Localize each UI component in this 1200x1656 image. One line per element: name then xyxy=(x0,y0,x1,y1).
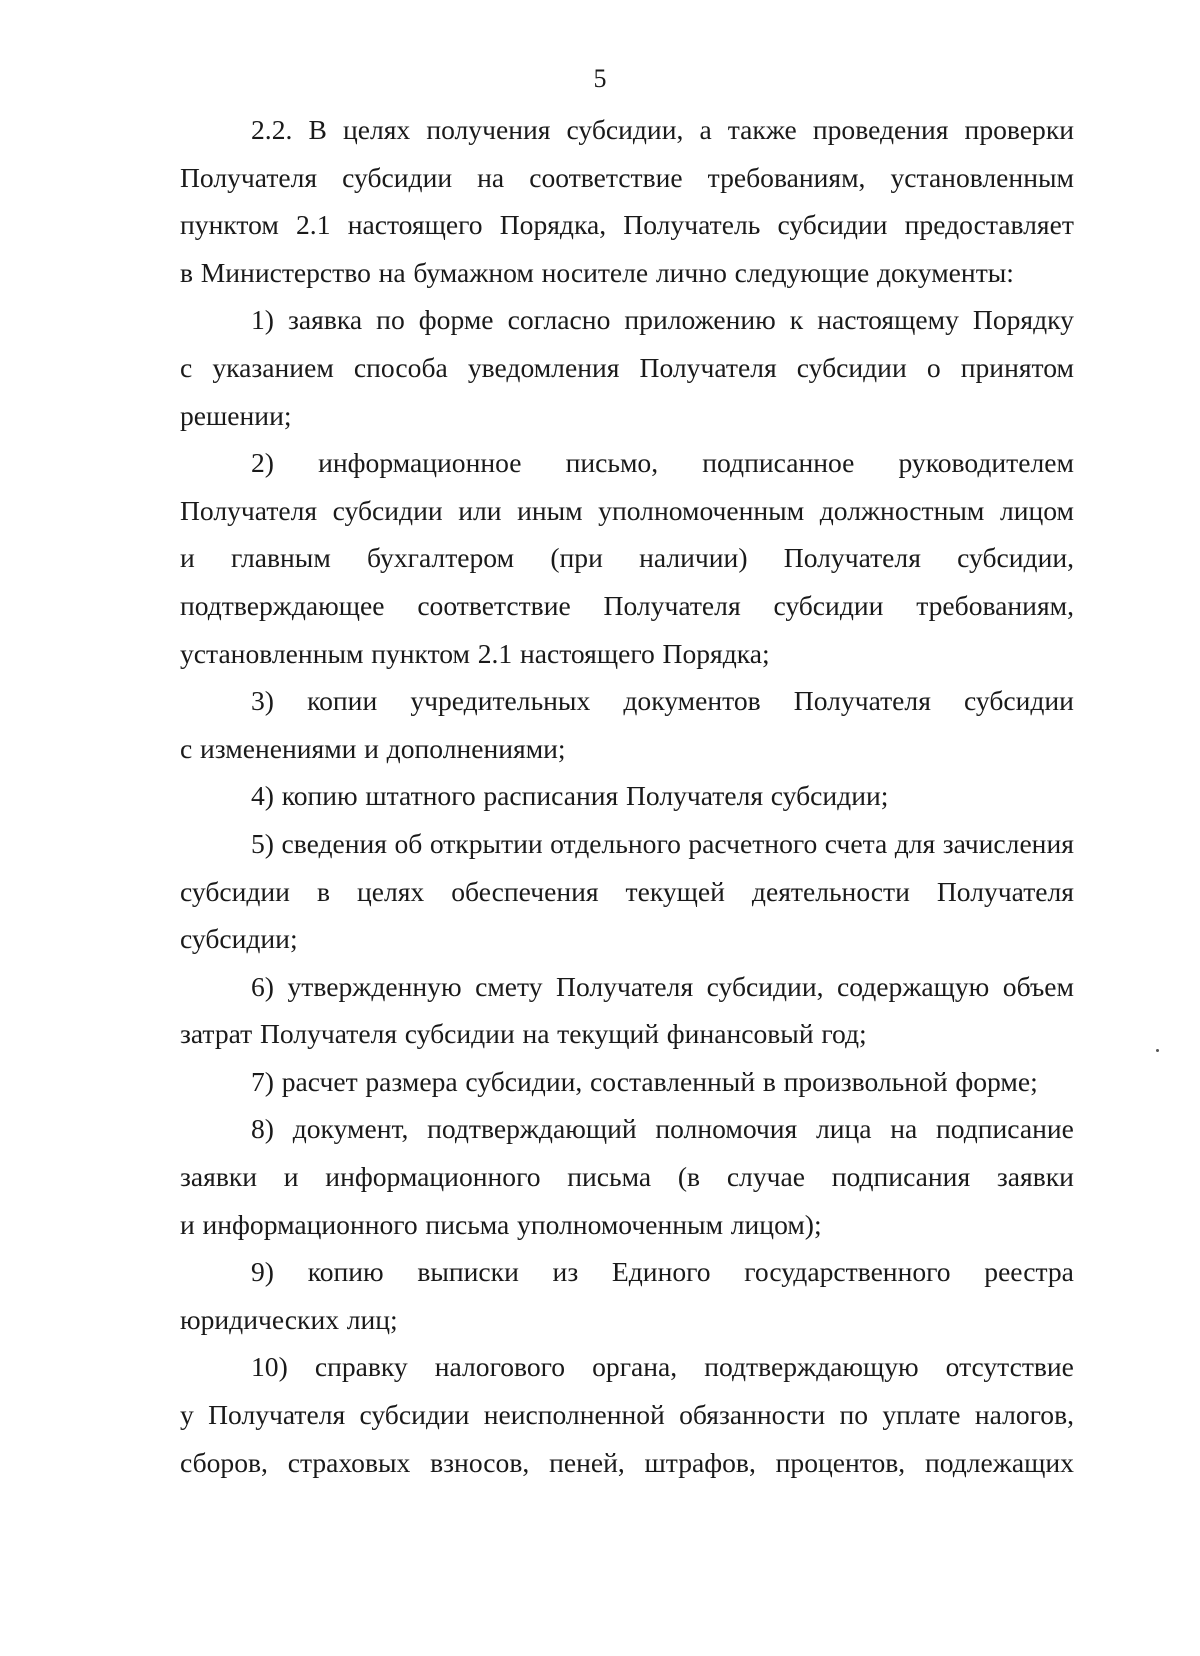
paragraph xyxy=(180,677,1074,772)
text-line: субсидии; xyxy=(180,923,298,955)
text-line: подтверждающее соответствие Получателя субсидии требованиям, xyxy=(180,589,1074,621)
text-line: 3) копии учредительных документов Получателя субсидии xyxy=(251,685,1074,717)
text-line: 2.2. В целях получения субсидии, а также проведения проверки xyxy=(251,114,1074,145)
paragraph xyxy=(180,1058,1074,1106)
text-line: и главным бухгалтером (при наличии) Получателя субсидии, xyxy=(180,542,1074,574)
paragraph xyxy=(180,1248,1074,1343)
text-line: и информационного письма уполномоченным лицом); xyxy=(180,1208,822,1240)
text-line: 1) заявка по форме согласно приложению к настоящему Порядку xyxy=(251,304,1074,336)
text-line: у Получателя субсидии неисполненной обязанности по уплате налогов, xyxy=(180,1399,1074,1431)
text-line: решении; xyxy=(180,399,292,431)
paragraph xyxy=(180,439,1074,677)
text-line: 8) документ, подтверждающий полномочия лица на подписание xyxy=(251,1113,1074,1145)
paragraph xyxy=(180,1343,1074,1486)
text-line: 10) справку налогового органа, подтверждающую отсутствие xyxy=(251,1351,1074,1383)
text-line: 4) копию штатного расписания Получателя субсидии; xyxy=(251,780,889,812)
text-line: 2) информационное письмо, подписанное руководителем xyxy=(251,447,1074,479)
text-line: субсидии в целях обеспечения текущей деятельности Получателя xyxy=(180,875,1074,907)
text-line: Получателя субсидии или иным уполномоченным должностным лицом xyxy=(180,494,1074,526)
text-line: затрат Получателя субсидии на текущий финансовый год; xyxy=(180,1018,867,1050)
paragraph xyxy=(180,820,1074,963)
paragraph xyxy=(180,963,1074,1058)
text-line: в Министерство на бумажном носителе лично следующие документы: xyxy=(180,256,1014,288)
page-number: 5 xyxy=(593,64,607,93)
text-line: установленным пунктом 2.1 настоящего Порядка; xyxy=(180,637,770,669)
text-line: Получателя субсидии на соответствие требованиям, установленным xyxy=(180,161,1074,193)
document-body xyxy=(180,106,1074,1486)
scan-speck xyxy=(1156,1049,1159,1052)
text-line: с изменениями и дополнениями; xyxy=(180,732,566,764)
text-line: с указанием способа уведомления Получателя субсидии о принятом xyxy=(180,351,1074,383)
paragraph xyxy=(180,106,1074,296)
text-line: 9) копию выписки из Единого государственного реестра xyxy=(251,1256,1074,1288)
paragraph xyxy=(180,772,1074,820)
text-line: заявки и информационного письма (в случае подписания заявки xyxy=(180,1161,1074,1193)
text-line: пунктом 2.1 настоящего Порядка, Получатель субсидии предоставляет xyxy=(180,209,1074,241)
paragraph xyxy=(180,1105,1074,1248)
text-line: 6) утвержденную смету Получателя субсидии, содержащую объем xyxy=(251,970,1074,1002)
paragraph xyxy=(180,296,1074,439)
text-line: сборов, страховых взносов, пеней, штрафов, процентов, подлежащих xyxy=(180,1446,1074,1478)
text-line: юридических лиц; xyxy=(180,1303,398,1335)
text-line: 5) сведения об открытии отдельного расчетного счета для зачисления xyxy=(251,827,1074,859)
text-line: 7) расчет размера субсидии, составленный в произвольной форме; xyxy=(251,1065,1038,1097)
